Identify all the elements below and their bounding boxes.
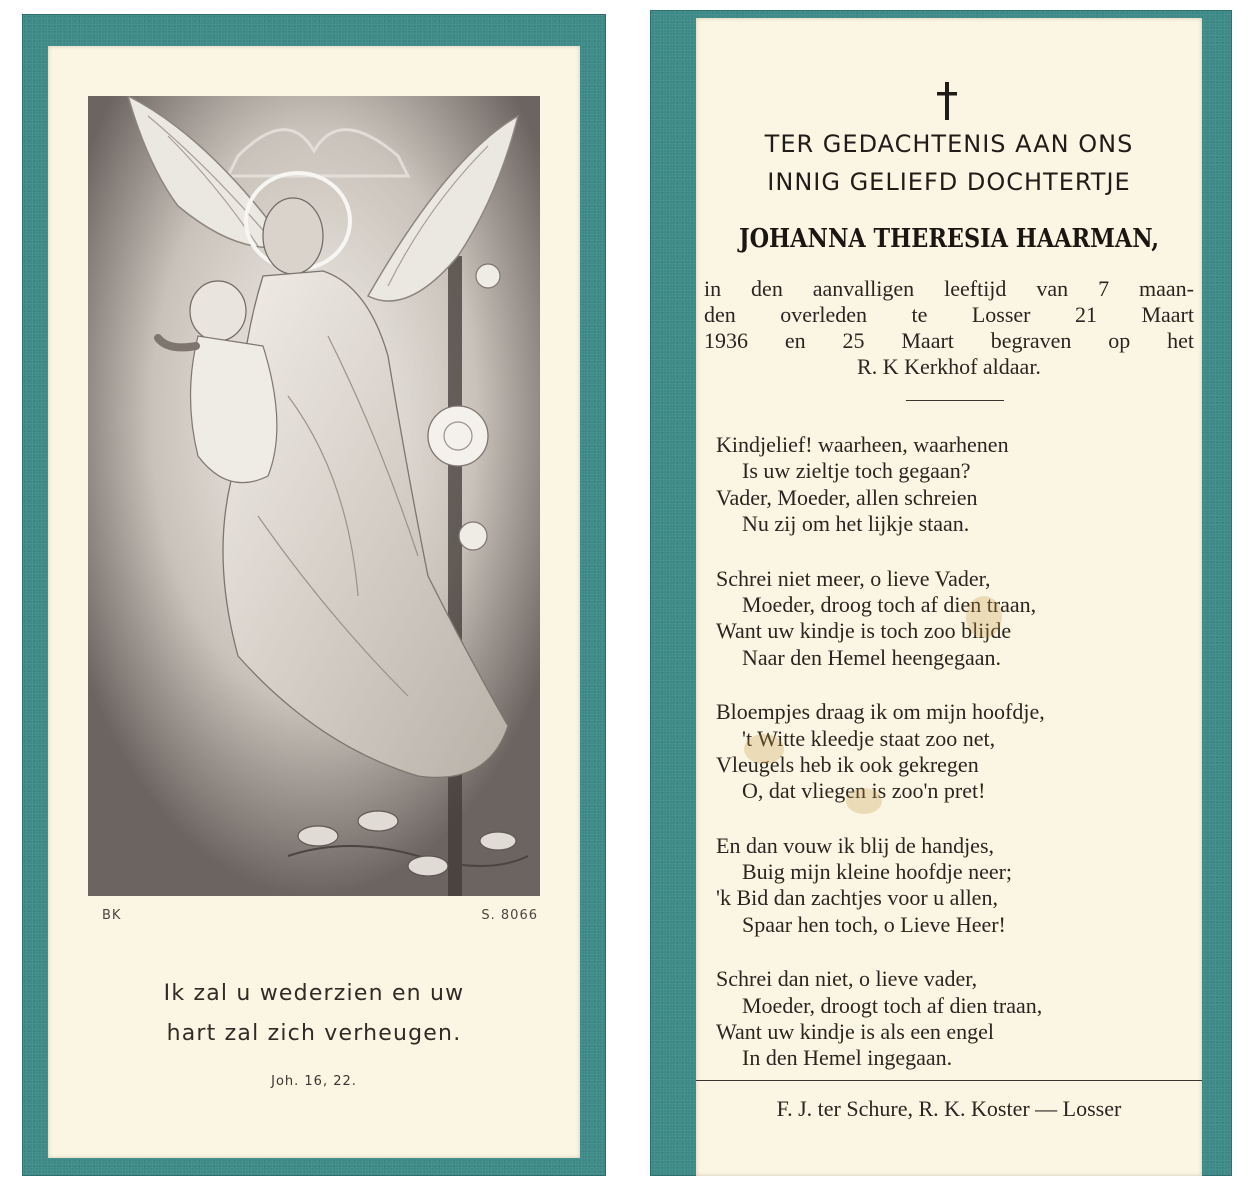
memorial-heading: INNIG GELIEFD DOCHTERTJE bbox=[767, 168, 1131, 196]
bible-quote bbox=[48, 974, 580, 1054]
cross-icon bbox=[936, 82, 958, 120]
poem-verse: Schrei dan niet, o lieve vader, bbox=[716, 966, 978, 992]
poem-verse: Nu zij om het lijkje staan. bbox=[742, 511, 970, 537]
poem-verse: Schrei niet meer, o lieve Vader, bbox=[716, 565, 991, 591]
poem-verse: Is uw zieltje toch gegaan? bbox=[742, 458, 971, 484]
poem-stanza bbox=[716, 432, 1194, 538]
poem-verse: Moeder, droog toch af dien traan, bbox=[742, 591, 1037, 617]
announcement-line: R. K Kerkhof aldaar. bbox=[857, 354, 1041, 379]
announcement-line: den overleden te Losser 21 Maart bbox=[704, 302, 1194, 327]
poem-verse: En dan vouw ik blij de handjes, bbox=[716, 832, 995, 858]
poem-stanza bbox=[716, 966, 1194, 1072]
poem-verse: Want uw kindje is toch zoo blijde bbox=[716, 618, 1012, 644]
bible-reference: Joh. 16, 22. bbox=[271, 1074, 357, 1089]
poem bbox=[716, 432, 1194, 1100]
back-card bbox=[650, 10, 1232, 1176]
quote-line: hart zal zich verheugen. bbox=[166, 1021, 462, 1046]
poem-verse: Buig mijn kleine hoofdje neer; bbox=[742, 859, 1013, 885]
memorial-heading: TER GEDACHTENIS AAN ONS bbox=[764, 130, 1134, 158]
guardian-angel-illustration bbox=[88, 96, 540, 896]
poem-stanza bbox=[716, 566, 1194, 672]
printer-rule bbox=[696, 1080, 1202, 1081]
poem-verse: Want uw kindje is als een engel bbox=[716, 1019, 995, 1045]
front-card bbox=[22, 14, 606, 1176]
poem-verse: Spaar hen toch, o Lieve Heer! bbox=[742, 911, 1006, 937]
poem-stanza bbox=[716, 699, 1194, 805]
poem-verse: In den Hemel ingegaan. bbox=[742, 1045, 953, 1071]
poem-stanza bbox=[716, 833, 1194, 939]
poem-verse: Bloempjes draag ik om mijn hoofdje, bbox=[716, 699, 1045, 725]
poem-verse: 'k Bid dan zachtjes voor u allen, bbox=[716, 885, 998, 911]
poem-verse: Vader, Moeder, allen schreien bbox=[716, 484, 978, 510]
publisher-mark: BK bbox=[102, 908, 122, 923]
poem-verse: 't Witte kleedje staat zoo net, bbox=[742, 725, 996, 751]
announcement-line: in den aanvalligen leeftijd van 7 maan- bbox=[704, 276, 1194, 301]
divider bbox=[906, 400, 1004, 401]
quote-line: Ik zal u wederzien en uw bbox=[163, 981, 465, 1006]
angel-image bbox=[88, 96, 540, 896]
series-number: S. 8066 bbox=[481, 908, 538, 923]
poem-verse: Naar den Hemel heengegaan. bbox=[742, 644, 1001, 670]
poem-verse: Kindjelief! waarheen, waarhenen bbox=[716, 432, 1009, 457]
announcement-line: 1936 en 25 Maart begraven op het bbox=[704, 328, 1194, 353]
back-card-paper bbox=[696, 18, 1202, 1176]
deceased-name: JOHANNA THERESIA HAARMAN, bbox=[738, 224, 1160, 254]
front-card-paper bbox=[48, 46, 580, 1158]
poem-verse: Moeder, droogt toch af dien traan, bbox=[742, 992, 1043, 1018]
printer-credit: F. J. ter Schure, R. K. Koster — Losser bbox=[776, 1096, 1122, 1121]
poem-verse: Vleugels heb ik ook gekregen bbox=[716, 751, 979, 777]
poem-verse: O, dat vliegen is zoo'n pret! bbox=[742, 778, 986, 804]
death-announcement bbox=[704, 276, 1194, 380]
